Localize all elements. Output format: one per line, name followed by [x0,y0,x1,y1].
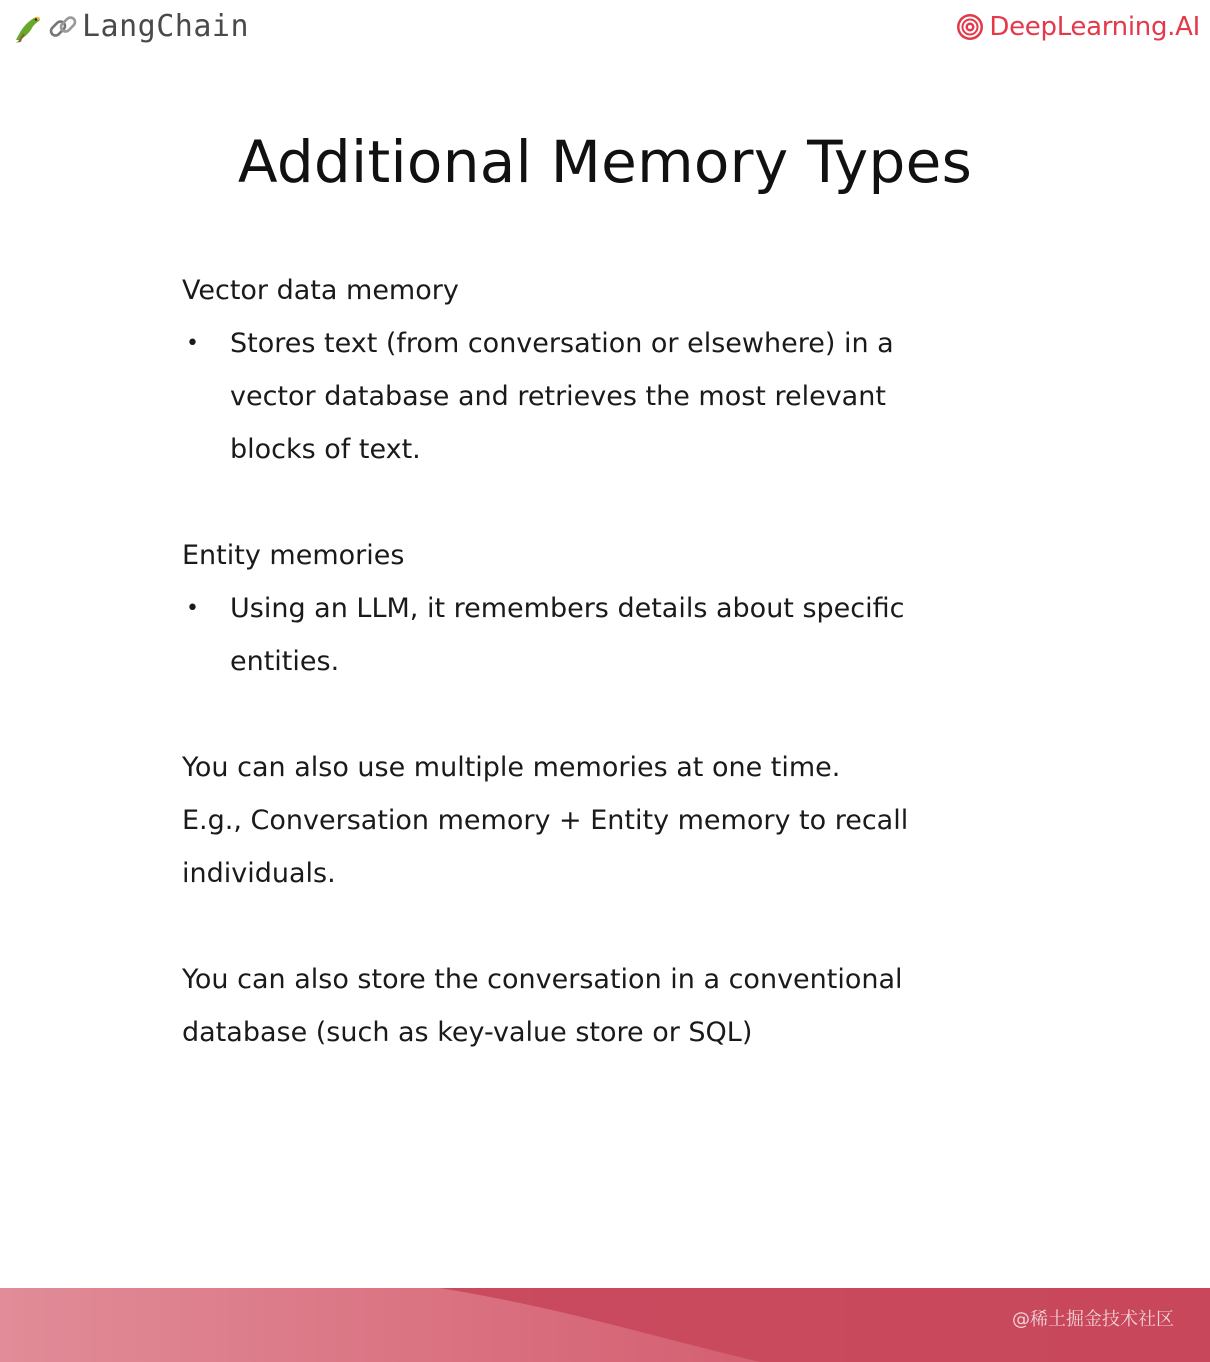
section-heading: Vector data memory [182,275,459,306]
bullet-dot-icon: • [186,331,199,356]
langchain-logo-text: LangChain [82,9,250,44]
slide-content [182,264,1002,1059]
paragraph-multiple-memories [182,741,1002,900]
spacer [182,900,1002,953]
deeplearning-ai-logo [955,10,1200,44]
section-heading: Entity memories [182,540,405,571]
bullet-item [182,582,1002,688]
paragraph-line: You can also use multiple memories at one time. [182,752,841,783]
parrot-icon [10,10,44,44]
bullet-dot-icon: • [186,596,199,621]
bullet-text: Using an LLM, it remembers details about specific entities. [230,593,905,677]
paragraph-line: E.g., Conversation memory + Entity memory to recall individuals. [182,805,909,889]
spacer [182,476,1002,529]
slide-title: Additional Memory Types [237,128,973,196]
deeplearning-logo-text: DeepLearning.AI [989,12,1200,42]
chain-link-icon [46,10,80,44]
paragraph-line: You can also store the conversation in a conventional database (such as key-value store or SQL) [182,964,903,1048]
deeplearning-spiral-icon [955,12,985,42]
bullet-text: Stores text (from conversation or elsewhere) in a vector database and retrieves the most relevant blocks of text. [230,328,894,465]
spacer [182,688,1002,741]
paragraph-conventional-database [182,953,1002,1059]
bullet-item [182,317,1002,476]
section-vector-data-memory [182,264,1002,476]
watermark-text: @稀土掘金技术社区 [1012,1309,1174,1330]
langchain-logo [10,8,249,46]
section-entity-memories [182,529,1002,688]
